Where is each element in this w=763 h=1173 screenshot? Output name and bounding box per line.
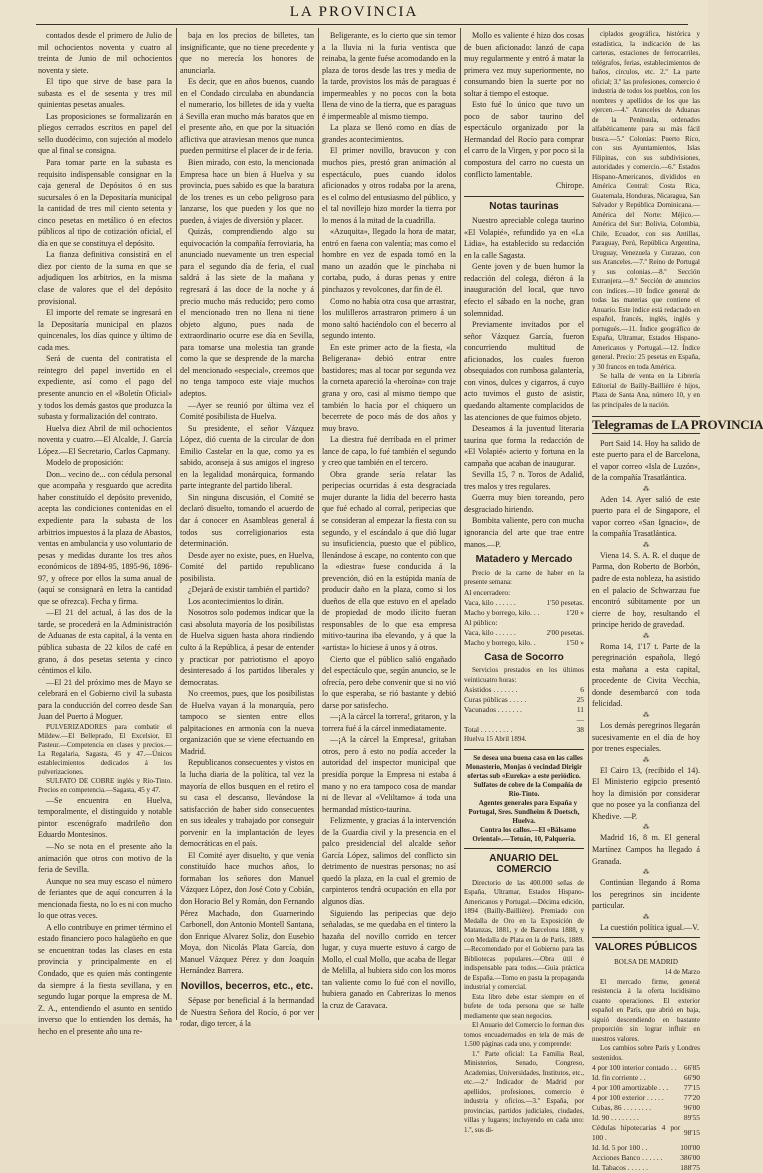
table-row — [592, 1083, 700, 1093]
asterism-separator: ⁂ — [642, 484, 650, 493]
paragraph: Mollo es valiente é hizo dos cosas de buen aficionado: lanzó de capa muy regularmente y entró á matar la primera vez muy superiormente, no consumando bien la suerte por no soltar á tiempo el estoque. — [464, 31, 584, 98]
paragraph: Deseamos á la juventud literaria taurina que forma la redacción de «El Volapié» acierto y fortuna en la campaña que acaban de inaugurar. — [464, 424, 584, 468]
telegram-list — [592, 438, 700, 934]
paragraph: Nuestro apreciable colega taurino «El Volapié», refundido ya en «La Lidia», ha establecido su redacción en la calle Sagasta. — [464, 216, 584, 260]
paragraph: ¿Dejará de existir también el partido? — [188, 585, 310, 595]
column-4 — [464, 30, 584, 1134]
table-row — [464, 598, 584, 608]
row-label: Vaca, kilo . . . . . . — [464, 597, 516, 607]
row-value: 96'00 — [683, 1103, 700, 1113]
section-heading-telegramas: Telegramas de LA PROVINCIA — [592, 417, 763, 432]
col1-ads — [38, 723, 172, 795]
column-2 — [180, 30, 314, 1029]
paragraph: Sevilla 15, 7 n. Toros de Adalid, tres malos y tres regulares. — [464, 470, 584, 491]
paragraph: Los acontecimientos lo dirán. — [188, 596, 284, 606]
column-5 — [592, 30, 763, 1173]
column-3 — [322, 30, 456, 1020]
row-label: Acciones Banco . . . . . . — [592, 1153, 663, 1163]
paragraph: El tipo que sirve de base para la subasta es el de sesenta y tres mil quinientas pesetas anuales. — [38, 77, 172, 110]
paragraph: A ello contribuye en primer término el estado financiero poco halagüeño en que se encuentran todas las clases en esta provincia y principalmente en el Condado, que es quien más contingente da siempre á la fiesta sevillana, y en segundo lugar porque la empresa de M. Z. A., entendiendo el asunto en sentido inverso que lo entienden los demás, ha hecho en el presente año una re- — [38, 922, 172, 1036]
paragraph: Sépase por beneficial á la hermandad de Nuestra Señora del Rocío, ó por ver rodar, digo tercer, á la — [180, 996, 314, 1029]
row-value: 6 — [580, 685, 584, 695]
paragraph: Felizmente, y gracias á la intervención de la Guardia civil y la presencia en el palco presidencial del alcalde señor García López, salimos del conflicto sin detrimento de nuestras personas; no así quedó la plaza, en la cual el gremio de carpinteros tendrá ocupación en ella por algunos días. — [322, 816, 456, 907]
paragraph: La plaza se llenó como en días de grandes acontecimientos. — [322, 123, 456, 144]
table-row — [592, 1073, 700, 1083]
paragraph: Como no había otra cosa que arrastrar, los mulilleros arrastraron primero á un mono saltó haciéndolo con el becerro al segundo intento. — [322, 296, 456, 341]
row-label: Id. 90 . . . . . . . . — [592, 1113, 639, 1123]
telegram-item: Continúan llegando á Roma los peregrinos sin incidente particular. — [592, 878, 700, 911]
notice: Se desea una buena casa en las calles Monasterio, Monjas ó vecindad Dirigir ofertas sub «Eureka» a este periódico. — [465, 753, 583, 780]
asterism-separator: ⁂ — [642, 755, 650, 764]
row-value: 11 — [576, 705, 584, 715]
row-label: 4 por 100 interior contado . . — [592, 1063, 677, 1073]
row-label: Curas públicas . . . . . — [464, 695, 527, 705]
col2-paragraphs-2 — [180, 995, 314, 1030]
paragraph: El importe del remate se ingresará en la Depositaría municipal en plazos quincenales, los días quince y último de cada mes. — [38, 308, 172, 352]
paragraph: —Se encuentra en Huelva, temporalmente, el distinguido y notable pintor escenógrafo madrileño don Eduardo Montesinos. — [38, 795, 172, 840]
masthead — [0, 0, 708, 26]
socorro-intro: Servicios prestados en los últimos veinticuatro horas: — [464, 666, 584, 684]
paragraph: «Azuquita», llegado la hora de matar, entró en faena con valentía; mas como el hombre en vez de espada tomó en la mano un azadón que le pinchaba ni cortaba, pudo, á duras penas y entre pinchazos y revolcones, dar fin de él. — [322, 227, 456, 295]
table-row — [592, 1063, 700, 1073]
paragraph: Gente joven y de buen humor la redacción del colega, diéron á la inauguración del local, que tuvo efecto el sábado en la noche, gran solemnidad. — [464, 262, 584, 318]
section-heading-taurinas: Notas taurinas — [489, 200, 559, 212]
row-value: 77'20 — [683, 1093, 700, 1103]
row-value: 66'90 — [683, 1073, 700, 1083]
anuario-sale: Se halla de venta en la Librería Editorial de Bailly-Baillière é hijos, Plaza de Santa Ana, número 10, y en las principales de la nación. — [592, 372, 700, 409]
divider — [464, 749, 584, 750]
row-label: Id. Tabacos . . . . . . — [592, 1163, 648, 1173]
section-heading-anuario: ANUARIO DEL COMERCIO — [489, 852, 559, 876]
notice: Agentes generales para España y Portugal, Sres. Sundheim & Doetsch, Huelva. — [468, 798, 580, 825]
paragraph: Modelo de proposición: — [46, 458, 124, 468]
masthead-rule — [36, 24, 688, 25]
row-label: Asistidos . . . . . . . — [464, 685, 518, 695]
notice: Contra los callos.—El «Bálsamo Oriental».—Tetuán, 10, Palquería. — [472, 825, 577, 843]
bolsa-table — [592, 1063, 700, 1173]
paragraph: —¡A la cárcel la torrera!, gritaron, y la torrera fué á la cárcel inmediatamente. — [322, 712, 456, 733]
paragraph: Sin ninguna discusión, el Comité se declaró disuelto, tomando el acuerdo de dar á conocer en Asambleas general á todos sus correligionarios esta determinación. — [180, 492, 314, 549]
row-value: 98'15 — [683, 1128, 700, 1138]
row-value: 1'50 pesetas. — [546, 597, 584, 607]
row-label: Vacunados . . . . . . . — [464, 705, 522, 715]
paragraph: Su presidente, el señor Vázquez López, dió cuenta de la circular de don Emilio Castelar en la que, como ya es sabido, aconseja á sus amigos el ingreso en la legalidad monárquica, formando parte integrante del partido liberal. — [180, 423, 314, 491]
paragraph: —Ayer se reunió por última vez el Comité posibilista de Huelva. — [180, 400, 314, 422]
paragraph: Bien mirado, con esto, la mencionada Empresa hace un bien á Huelva y su provincia, pues sabido es que la baratura de los trenes es un cebo peligroso para lanzarse, los que pueden y los que no pueden, á viajes de diversión y placer. — [180, 158, 314, 225]
row-value — [544, 588, 584, 598]
paragraph: Será de cuenta del contratista el reintegro del papel invertido en el expediente, así como el pago del presente anuncio en el «Boletín Oficial» y todos los demás gastos que produzca la subasta y formalización del contrato. — [38, 354, 172, 422]
table-row — [464, 588, 584, 598]
divider — [464, 196, 584, 197]
notice: Sulfatos de cobre de la Compañía de Rio-Tinto. — [473, 780, 583, 798]
col4-paragraphs — [464, 30, 584, 180]
col1-paragraphs-2 — [38, 795, 172, 1037]
socorro-table — [464, 685, 584, 735]
paragraph: —¡A la cárcel la Empresa!, gritaban otros, pero á esto no podía acceder la autoridad del inspector municipal que presidía porque la Empresa ni estaba á mano y no era tampoco cosa de mandar ni de llevar al «Veliltamo» á toda una hermandad místico-taurina. — [322, 735, 456, 814]
row-label: 4 por 100 amortizable . . . — [592, 1083, 669, 1093]
row-value: — — [576, 715, 584, 725]
row-value: 38 — [576, 725, 584, 735]
row-label: Cubas, 86 . . . . . . . . — [592, 1103, 652, 1113]
telegram-item: Madrid 16, 8 m. El general Martínez Campos ha llegado á Granada. — [592, 833, 700, 866]
table-row — [592, 1143, 700, 1153]
paragraph: —El 21 del próximo mes de Mayo se celebrará en el Gobierno civil la subasta para la conducción del correo desde San Juan del Puerto á Moguer. — [38, 677, 172, 722]
paragraph: No creemos, pues, que los posibilistas de Huelva vayan á la monarquía, pero tampoco se sienten entre ellos palpitaciones en armonía con la nueva organización que se viene efectuando en Madrid. — [180, 689, 314, 756]
paragraph: Aunque no sea muy escaso el número de feriantes que de aquí concurren á la mencionada fiesta, no lo es ni con mucho lo que otras veces. — [38, 876, 172, 921]
paragraph: 1.º Parte oficial: La Familia Real, Ministerios, Senado, Congreso, Academias, Universidades, Institutos, etc., etc.—2.º Indicador de Madrid por apellidos, profesiones, comercio é industria y oficios.—3.º España, por provincias, partidos judiciales, ciudades, villas y lugares; incluyendo en cada uno: 1.º, sus di- — [464, 1049, 584, 1134]
column-rule — [588, 28, 589, 1020]
row-label: Vaca, kilo . . . . . . — [464, 627, 516, 637]
paragraph: baja en los precios de billetes, tan insignificante, que no tiene precedente y que no merecía los honores de anunciarla. — [180, 31, 314, 75]
row-value: 25 — [576, 695, 584, 705]
paragraph: Cierto que el público salió engañado del espectáculo que, según anuncio, se le ofrecía, pero debe convenir que si no vió lo que esperaba, se rió bastante y debió darse por satisfecho. — [322, 654, 456, 710]
table-row — [592, 1103, 700, 1113]
paragraph: Directorio de las 400.000 señas de España, Ultramar, Estados Hispano-Americanos y Portugal.—Décima edición, 1894 (Bailly-Baillière). Premiado con Medalla de Oro en la Exposición de Matanzas, 1881, y de Barcelona 1888, y con Medalla de Plata en la de París, 1889.—Recomendado por el Gobierno para las Bibliotecas populares.—Obra útil é indispensable para todos.—Guía práctica de España.—Tomo en pasta la propaganda industrial y comercial. — [464, 878, 584, 992]
row-value: 1'20 » — [566, 607, 584, 617]
table-row — [464, 705, 584, 715]
paragraph: Obra grande sería relatar las peripecias ocurridas á esta desgraciada mujer durante la lidia del becerro hasta que fué echado al corral, peripecias que se consideran al empezar la fiesta con su segundo, y el escándalo á que dió lugar su insuficiencia, puesto que el público, llenándose á escape, no contento con que la «diestra» fuese conducida á la prevención, dió en la estúpida manía de producir daño en la plaza, como si los dueños de ella que estuvo en el apelado de propiedad de modo ilícito fueran responsables de lo que esa empresa mitivo-taurina iba elevando, y á que la «artista» lo hiciese á unos y á otros. — [322, 469, 456, 652]
col1-paragraphs — [38, 30, 172, 723]
table-row — [592, 1113, 700, 1123]
paragraph: —El 21 del actual, á las dos de la tarde, se procederá en la Administración de Aduanas de esta capital, á la venta en pública subasta de 22 kilos de café en grano, á dos pesetas setenta y cinco céntimos el kilo. — [38, 608, 172, 676]
paragraph: Don... vecino de... con cédula personal que acompaña y resguardo que acredita haber constituído el depósito prevenido, acepta las condiciones contenidas en el expediente para la subasta de los arbitrios impuestos á la plaza de Abastos, ventas en ambulancia y uso voluntario de pesas y medidas durante los tres años económicos de 1894-95, 1895-96, 1896-97, y ofrece por ellos la suma anual de (aquí se consignará en letra la cantidad que se ofrezca). Fecha y firma. — [38, 469, 172, 606]
asterism-separator: ⁂ — [642, 711, 650, 720]
telegram-item: Roma 14, 1'17 t. Parte de la peregrinación española, llegó esta mañana a esta capital, procedente de Civita Vecchia, donde desembarcó con toda felicidad. — [592, 641, 700, 709]
paragraph: Esta libro debe estar siempre en el bufete de toda persona que se halle mediamente que sean negocios. — [464, 992, 584, 1020]
paragraph: Guerra muy bien toreando, pero desgraciado hiriendo. — [464, 493, 584, 514]
paragraph: —No se nota en el presente año la animación que otros con motivo de la feria de Sevilla. — [38, 842, 172, 875]
paragraph: El Anuario del Comercio lo forman dos tomos encuadernados en tela de más de 1.500 páginas cada uno, y comprende: — [464, 1021, 584, 1049]
asterism-separator: ⁂ — [642, 631, 650, 640]
row-value: 89'55 — [683, 1113, 700, 1123]
row-value: 77'15 — [683, 1083, 700, 1093]
table-row — [464, 618, 584, 628]
row-value: 1'50 » — [566, 637, 584, 647]
table-row — [464, 725, 584, 735]
row-value — [544, 618, 584, 628]
telegram-item: Viena 14. S. A. R. el duque de Parma, don Roberto de Borbón, padre de esta nobleza, ha asistido en el palacio de Schwarzau fue encontró súbitamente por un cierre de hoy, resultando el principe herido de gravedad. — [592, 550, 700, 630]
row-label: Macho y borrego, kilo. . — [464, 637, 536, 647]
paragraph: Huelva diez Abril de mil ochocientos noventa y cuatro.—El Alcalde, J. García López.—El Secretario, Carlos Capmany. — [38, 423, 172, 456]
paragraph: Esto fué lo único que tuvo un poco de sabor taurino del espectáculo organizado por la Hermandad del Rocío para comprar el carro de la Virgen, y por poco si la compostura del carro no cuesta un conflicto lamentable. — [464, 100, 584, 179]
article-signature: Chirope. — [555, 181, 584, 191]
paragraph: La diestra fué derribada en el primer lance de capa, lo fué también el segundo y creo que también en el tercero. — [322, 435, 456, 468]
telegram-item: Aden 14. Ayer salió de este puerto para el de Singapore, el vapor correo «San Ignacio», de la compañía Trasatlántica. — [592, 494, 700, 539]
matadero-table — [464, 588, 584, 648]
row-label: Id. Id. 5 por 100 . . — [592, 1143, 648, 1153]
matadero-intro: Precio de la carne de haber en la presente semana: — [464, 568, 584, 587]
telegram-item: Port Said 14. Hoy ha salido de este puerto para el de Barcelona, el vapor correo «Isla de Luzón», de la compañía Trasatlántica. — [592, 438, 700, 483]
col2-paragraphs — [180, 30, 314, 977]
asterism-separator: ⁂ — [642, 540, 650, 549]
paragraph: Quizás, comprendiendo algo su equivocación la compañía ferroviaria, ha anunciado nuevamente un tren especial para el segundo día de feria, el cual saldrá á las siete de la mañana y regresará á las doce de la noche y á precio mucho más reducido; pero como el mencionado tren no llena ni tiene objeto alguno, pues nada de extraordinario ocurre ese día en Sevilla, para tomarse una molestia tan grande como la que se desprende de la marcha del mencionado «especial», creemos que no tenga tampoco este viaje muchos adeptos. — [180, 227, 314, 398]
asterism-separator: ⁂ — [642, 868, 650, 877]
paragraph: Desde ayer no existe, pues, en Huelva, Comité del partido republicano posibilista. — [180, 550, 314, 583]
table-row — [464, 638, 584, 648]
column-rule — [176, 28, 177, 1020]
paragraph: Republicanos consecuentes y vistos en la lucha diaria de la política, tal vez la mayoría de ellos busquen en el retiro el su casa el descanso, llevándose la satisfacción de haber sido consecuentes en sus ideales y trabajado por conseguir porvenir en la implantación de leyes democráticas en el país. — [180, 758, 314, 849]
taurinas-paragraphs — [464, 215, 584, 550]
section-heading-novillos: Novillos, becerros, etc., etc. — [180, 980, 314, 992]
anuario-paragraphs — [464, 879, 584, 1136]
table-row — [464, 695, 584, 705]
table-row — [592, 1153, 700, 1163]
table-row — [464, 628, 584, 638]
column-rule — [318, 28, 319, 1020]
paragraph: contados desde el primero de Julio de mil ochocientos noventa y cuatro al treinta de Junio de mil ochocientos noventa y siete. — [38, 31, 172, 75]
column-rule — [460, 28, 461, 1020]
bolsa-heading: BOLSA DE MADRID — [614, 957, 678, 966]
col3-paragraphs — [322, 30, 456, 1011]
row-value: 100'00 — [680, 1143, 700, 1153]
table-row — [464, 715, 584, 725]
row-value: 188'75 — [680, 1163, 700, 1173]
telegram-item: Los demás peregrinos llegarán sucesivamente en el día de hoy por trenes especiales. — [592, 721, 700, 754]
bolsa-text: El mercado firme, general resistencia á la oferta lucidísimo cuanto operaciones. El exterior español en París, que abrió en baja, siguió descendiendo en bastante proporción sin lograr influir en nuestros valores. — [592, 977, 700, 1043]
newspaper-title: LA PROVINCIA — [289, 4, 419, 20]
row-label: Id. fin corriente . . — [592, 1073, 646, 1083]
row-value: 386'00 — [680, 1153, 700, 1163]
row-value: 2'00 pesetas. — [546, 627, 584, 637]
section-heading-matadero: Matadero y Mercado — [475, 554, 573, 566]
row-label: Al público: — [464, 617, 498, 627]
row-label: 4 por 100 exterior . . . . . — [592, 1093, 664, 1103]
telegram-item: La cuestión política igual.—V. — [600, 922, 699, 932]
paragraph: Las proposiciones se formalizarán en pliegos cerrados escritos en papel del sello duodécimo, con sujeción al modelo que al final se consigna. — [38, 111, 172, 156]
asterism-separator: ⁂ — [642, 912, 650, 921]
paragraph: Beligerante, es lo cierto que sin temor a la lluvia ni la furia ventisca que reinaba, la gente fuése acomodando en la plaza de toros desde las tres y media de la tarde, provistos los más de paraguas é impermeables y no pocos con la bota llena de vino de la tierra, que es paraguas é impermeable al mismo tiempo. — [322, 31, 456, 121]
row-label — [464, 715, 571, 725]
paragraph: La fianza definitiva consistirá en el diez por ciento de la suma en que se adjudiquen los arbitrios, en la misma clase de valores que el del depósito provisional. — [38, 250, 172, 306]
anuario-continuation: ciplados geográfica, histórica y estadística, la indicación de las carteras, estaciones de ferrocarriles, telégrafos, ferias, establecimientos de baños, circulos, etc. 2.º La parte oficial; 3.º las profesiones, comercio é industria de todos los pueblos, con los nombres y apellidos de los que las ejercen.—4.º Aranceles de Aduanas de la Península, ordenados alfabéticamente para su más fácil busca.—5.º Colonias: Puerto Rico, con sus Ayuntamientos, Islas Filipinas, con sus subdivisiones, autoridades y comercio.—6.º Estados Hispano-Americanos, divididos en América Central: Costa Rica, Guatemala, Honduras, Nicaragua, San Salvador y República Dominicana.—América del Norte: Méjico.—América del Sur: Bolivia, Colombia, Chile, Ecuador, con sus Antillas, Paraguay, Perú, República Argentina, Uruguay, Venezuela y Curazao, con sus Aranceles.—7.º Reino de Portugal y sus colonias.—8.º Sección Extranjera.—9.º Sección de anuncios con índices.—10 Índice general de todas las materias que contiene el Anuario. Este índice está redactado en español, francés, inglés, inglés y portugués.—11. Índice geográfico de España, Ultramar, Estados Hispano-Americanos y Portugal.—12. Índice general. Precio: 25 pesetas en España, y 30 francos en toda América. — [592, 30, 700, 371]
column-1 — [38, 30, 172, 1036]
row-label: Macho y borrego, kilo. . . — [464, 607, 540, 617]
advertisement: SULFATO DE COBRE inglés y Río-Tinto. Precios en competencia.—Sagasta, 45 y 47. — [38, 776, 172, 794]
divider — [464, 848, 584, 849]
row-label: Al encerradero: — [464, 587, 511, 597]
table-row — [592, 1093, 700, 1103]
paragraph: Previamente invitados por el señor Vázquez García, fueron concurriendo multitud de aficionados, los cuales fueron obsequiados con rumbosa galantería, con vinos, dulces y cigarros, á cuyo acto tuvimos el gusto de asistir, quedando altamente complacidos de las atenciones de que fuimos objeto. — [464, 320, 584, 422]
paragraph: Bombita valiente, pero con mucha ignorancia del arte que trae entre manos.—P. — [464, 516, 584, 549]
row-label: Cédulas hipotecarias 4 por 100 . — [592, 1123, 681, 1143]
paragraph: Es decir, que en años buenos, cuando en el Condado circulaba en abundancia el numerario, los billetes de ida y vuelta á Sevilla eran mucho más baratos que en el presente año, en que por la situación aflictiva que atraviesan menos que nunca pueden permitirse el placer de ir de feria. — [180, 77, 314, 156]
divider — [592, 937, 700, 938]
paragraph: Siguiendo las peripecias que dejo señaladas, se me quedaba en el tintero la hazaña del novillo corrido en tercer lugar, y cuya muerte estuvo á cargo de Mollo, el cual Mollo, que acaba de llegar de Melilla, al hubiera sido con los moros tan valiente como lo fué con el novillo, hubiera ganado en Cabrerizas lo menos la cruz de Caravaca. — [322, 908, 456, 1010]
table-row — [464, 685, 584, 695]
bolsa-date: 14 de Marzo — [664, 968, 700, 977]
advertisement: PULVERIZADORES para combatir el Mildew.—El Belleprado, El Excelsior, El Pasteur.—Competencia en clases y precios.—La Regalaria, Sagasta, 45 y 47.—Únicos establecimientos dedicados á los pulverizaciones. — [38, 722, 172, 776]
table-row — [592, 1123, 700, 1143]
bolsa-text-2: Los cambios sobre París y Londres sostenidos. — [592, 1044, 700, 1062]
telegram-item: El Cairo 13, (recibido el 14). El Ministerio egipcio presentó hoy la dimisión por considerar que no posee ya la confianza del Khedive. —P. — [592, 765, 700, 821]
row-value: 66'85 — [683, 1063, 700, 1073]
section-heading-socorro: Casa de Socorro — [484, 651, 564, 663]
paragraph: Nosotros solo podemos indicar que la casi absoluta mayoría de los posibilistas de Huelva siguen hasta ahora rindiendo culto á la República, á pesar de entender y practicar por patriotismo el apoyo desinteresado á los partidos liberales y democratas. — [180, 608, 314, 687]
paragraph: Para tomar parte en la subasta es requisito indispensable consignar en la caja general de Depósitos ó en sus sucursales ó en la Depositaría municipal la cantidad de tres mil ciento setenta y cinco pesetas en metálico ó en efectos públicos al tipo de cotización oficial, el día en que se constituya el depósito. — [38, 158, 172, 248]
paragraph: El Comité ayer disuelto, y que venía constituído hace muchos años, lo formaban los señores don Manuel Vázquez López, don José Coto y Cobián, don Horacio Bel y Román, don Fernando Pérez Machado, don Guarnerindo Carbonell, don Antonio Montell Santana, don Enrique Alvarez Soliz, don Eusebio Moya, don Nicolás Plata García, don Manuel Vázquez Pérez y don Joaquín Hernández Barrera. — [180, 850, 314, 976]
table-row — [464, 608, 584, 618]
row-label: Total . . . . . . . . . — [464, 725, 513, 735]
section-heading-valores: VALORES PÚBLICOS — [594, 942, 698, 954]
paragraph: En este primer acto de la fiesta, «la Beligerana» debió entrar entre bastidores; mas al tocar por segunda vez la corneta apareció la «heroína» con traje grana y oro, casi al mismo tiempo que también lo hacía por el chiquero un becerrete de poco más de dos años y muy bravo. — [322, 342, 456, 433]
table-row — [592, 1163, 700, 1173]
asterism-separator: ⁂ — [642, 823, 650, 832]
paragraph: El primer novillo, bravucon y con muchos pies, prestó gran animación al espectáculo, pues cuando ídolos aficionados y otros rodaba por la arena, es el colmo del entusiasmo del público, y el tal novillejo hizo morder la tierra por lo menos á la mitad de la cuadrilla. — [322, 146, 456, 225]
socorro-date: Huelva 15 Abril 1894. — [464, 735, 527, 744]
notices — [464, 754, 584, 844]
